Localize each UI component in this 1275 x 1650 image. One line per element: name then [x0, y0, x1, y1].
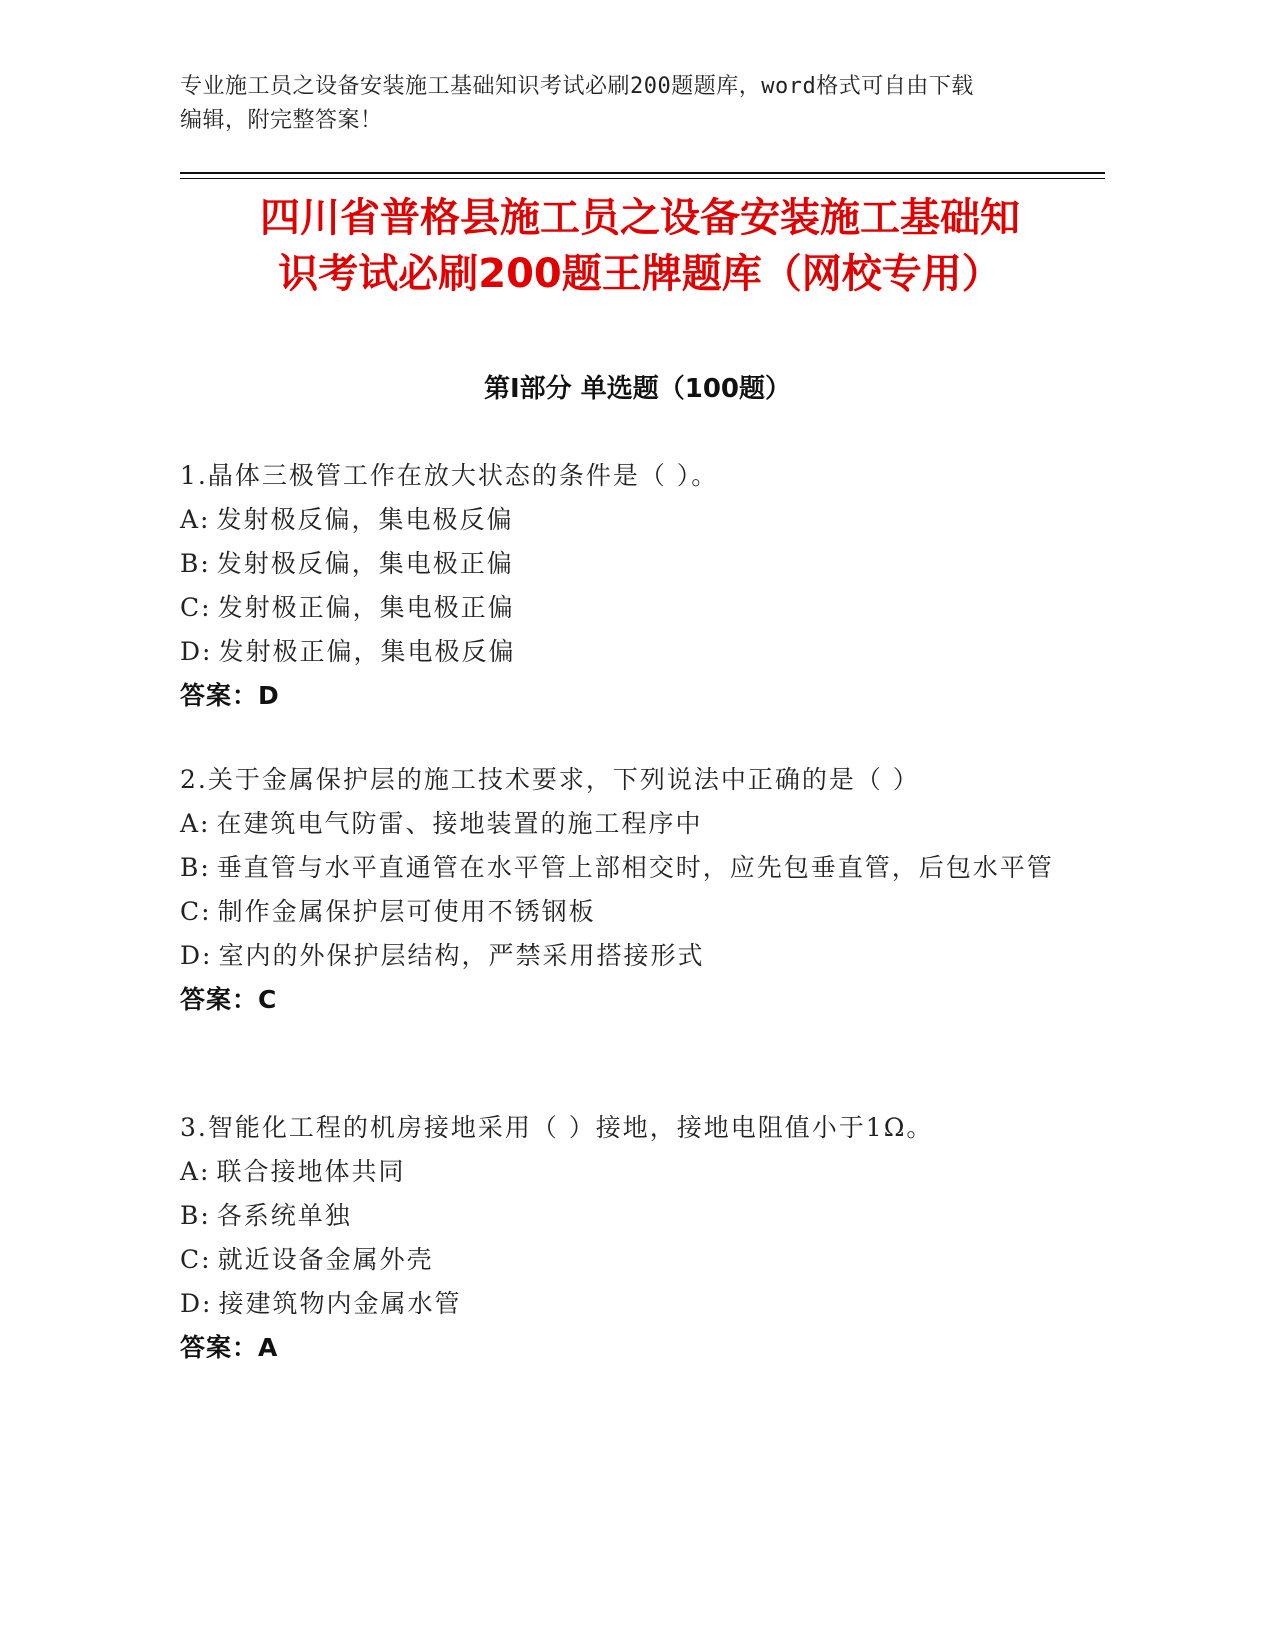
option-b	[180, 542, 1060, 586]
option-text: 垂直管与水平直通管在水平管上部相交时，应先包垂直管，后包水平管	[216, 853, 1054, 882]
option-key: A:	[180, 809, 211, 838]
option-key: B:	[180, 853, 211, 882]
option-b	[180, 1194, 1060, 1238]
header-note	[180, 70, 1060, 138]
option-b	[180, 846, 1060, 890]
option-text: 室内的外保护层结构，严禁采用搭接形式	[218, 941, 705, 970]
header-rule-thick	[180, 172, 1105, 174]
option-text: 发射极正偏，集电极正偏	[217, 593, 515, 622]
option-key: C:	[180, 593, 212, 622]
option-c	[180, 586, 1060, 630]
question-stem: 3.智能化工程的机房接地采用（ ）接地，接地电阻值小于1Ω。	[180, 1113, 934, 1142]
option-key: C:	[180, 1245, 212, 1274]
option-key: B:	[180, 549, 211, 578]
answer: 答案：D	[180, 681, 280, 710]
option-key: A:	[180, 505, 211, 534]
option-key: A:	[180, 1157, 211, 1186]
question-stem: 1.晶体三极管工作在放大状态的条件是（ ）。	[180, 461, 719, 490]
option-key: C:	[180, 897, 212, 926]
option-text: 发射极反偏，集电极正偏	[216, 549, 514, 578]
header-note-line-2: 编辑，附完整答案！	[180, 108, 383, 133]
document-title-line-1: 四川省普格县施工员之设备安装施工基础知	[260, 195, 1020, 241]
question-3	[180, 1106, 1060, 1370]
question-2	[180, 758, 1060, 1022]
option-text: 就近设备金属外壳	[217, 1245, 434, 1274]
option-d	[180, 1282, 1060, 1326]
answer: 答案：A	[180, 1333, 279, 1362]
option-a	[180, 1150, 1060, 1194]
question-1	[180, 454, 1060, 718]
answer: 答案：C	[180, 985, 278, 1014]
option-a	[180, 802, 1060, 846]
question-stem: 2.关于金属保护层的施工技术要求，下列说法中正确的是（ ）	[180, 765, 920, 794]
option-text: 联合接地体共同	[216, 1157, 406, 1186]
option-key: B:	[180, 1201, 211, 1230]
option-text: 在建筑电气防雷、接地装置的施工程序中	[216, 809, 703, 838]
document-title-line-2: 识考试必刷200题王牌题库（网校专用）	[278, 251, 1002, 297]
header-note-line-1: 专业施工员之设备安装施工基础知识考试必刷200题题库，word格式可自由下载	[180, 74, 974, 99]
option-d	[180, 630, 1060, 674]
option-key: D:	[180, 1289, 213, 1318]
option-a	[180, 498, 1060, 542]
section-heading: 第Ⅰ部分 单选题（100题）	[484, 374, 791, 404]
document-title	[150, 190, 1130, 302]
header-rule-thin	[180, 178, 1105, 179]
option-text: 发射极反偏，集电极反偏	[216, 505, 514, 534]
option-text: 发射极正偏，集电极反偏	[218, 637, 516, 666]
option-text: 各系统单独	[216, 1201, 352, 1230]
option-c	[180, 890, 1060, 934]
option-c	[180, 1238, 1060, 1282]
option-text: 接建筑物内金属水管	[218, 1289, 462, 1318]
option-key: D:	[180, 637, 213, 666]
option-d	[180, 934, 1060, 978]
option-key: D:	[180, 941, 213, 970]
option-text: 制作金属保护层可使用不锈钢板	[217, 897, 596, 926]
